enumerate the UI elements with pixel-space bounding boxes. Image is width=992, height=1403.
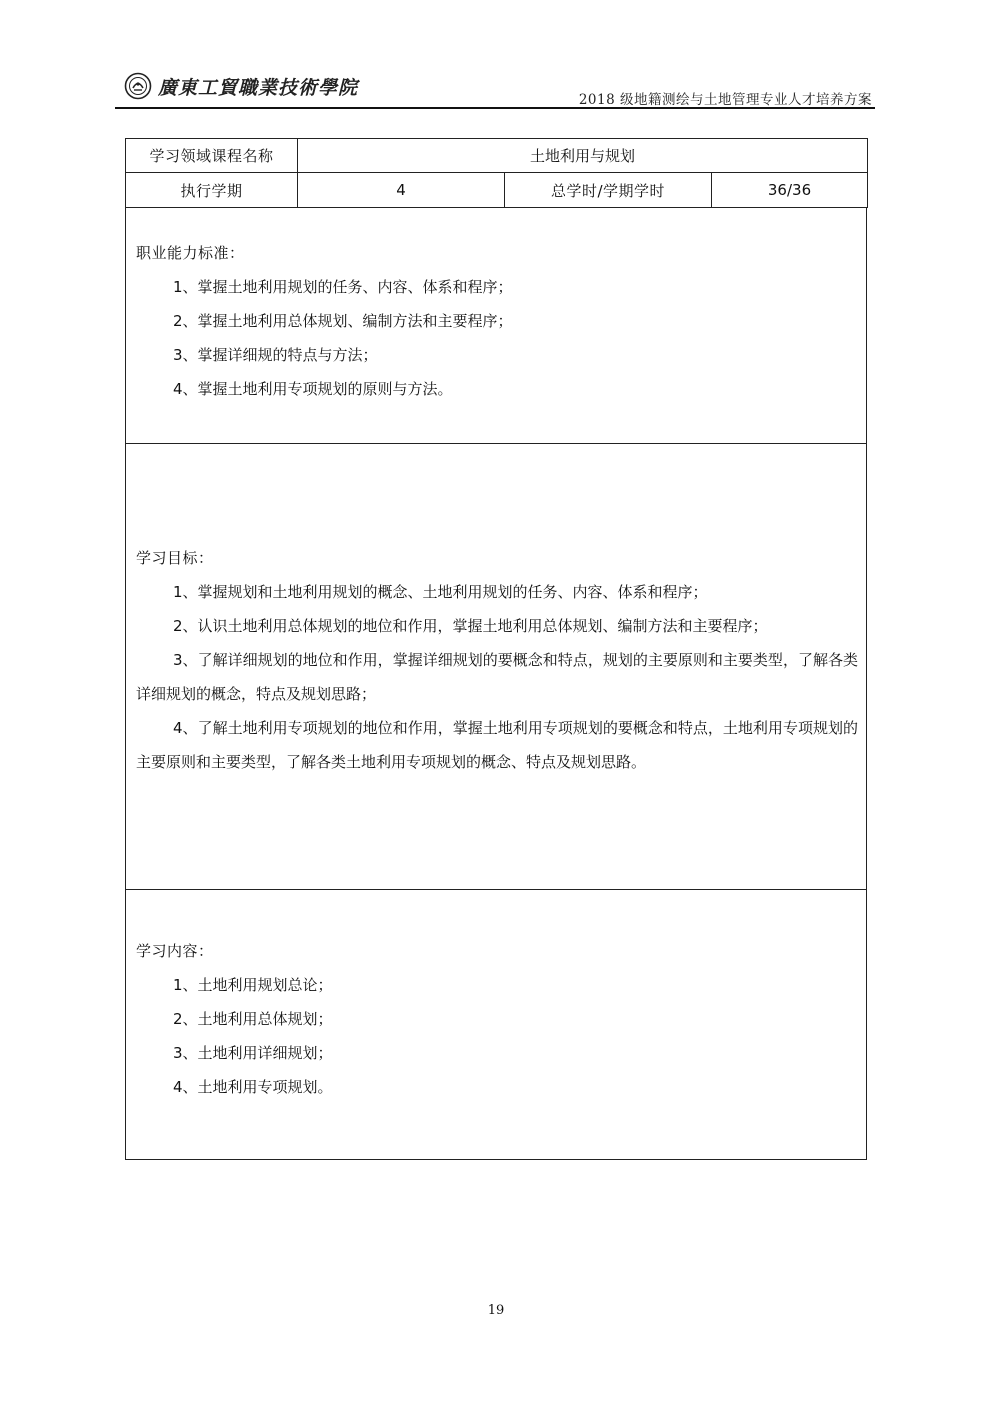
document-title: 2018 级地籍测绘与土地管理专业人才培养方案 [578,92,872,108]
list-item: 1、掌握规划和土地利用规划的概念、土地利用规划的任务、内容、体系和程序； [173,583,708,601]
list-item: 4、土地利用专项规划。 [173,1078,333,1096]
content-section [125,890,867,1160]
hours-label: 总学时/学期学时 [505,173,712,208]
list-item: 3、土地利用详细规划； [173,1044,333,1062]
semester-value: 4 [298,173,505,208]
list-item: 2、认识土地利用总体规划的地位和作用，掌握土地利用总体规划、编制方法和主要程序； [173,617,768,635]
list-item: 2、土地利用总体规划； [173,1010,333,1028]
hours-value: 36/36 [712,173,868,208]
objectives-title: 学习目标： [136,549,214,567]
list-item: 2、掌握土地利用总体规划、编制方法和主要程序； [173,312,513,330]
list-item: 1、掌握土地利用规划的任务、内容、体系和程序； [173,278,513,296]
competency-title: 职业能力标准： [136,244,245,262]
page-header [124,70,874,108]
list-item: 3、了解详细规划的地位和作用，掌握详细规划的要概念和特点，规划的主要原则和主要类型，了解各类详细规划的概念，特点及规划思路； [136,651,858,703]
table-row [126,173,868,208]
school-emblem-icon [124,72,152,100]
content-title: 学习内容： [136,942,214,960]
list-item: 4、了解土地利用专项规划的地位和作用，掌握土地利用专项规划的要概念和特点，土地利用专项规划的主要原则和主要类型，了解各类土地利用专项规划的概念、特点及规划思路。 [136,719,858,771]
school-logo [124,72,358,100]
school-name: 廣東工貿職業技術學院 [158,76,359,99]
competency-section [125,208,867,444]
list-item: 3、掌握详细规的特点与方法； [173,346,378,364]
table-row [126,139,868,173]
list-item: 1、土地利用规划总论； [173,976,333,994]
semester-label: 执行学期 [126,173,298,208]
course-name-label: 学习领域课程名称 [126,139,298,173]
course-info-table [125,138,868,208]
course-name-value: 土地利用与规划 [298,139,868,173]
page-number: 19 [487,1303,505,1318]
objectives-section [125,444,867,890]
list-item: 4、掌握土地利用专项规划的原则与方法。 [173,380,453,398]
header-divider [115,107,875,109]
